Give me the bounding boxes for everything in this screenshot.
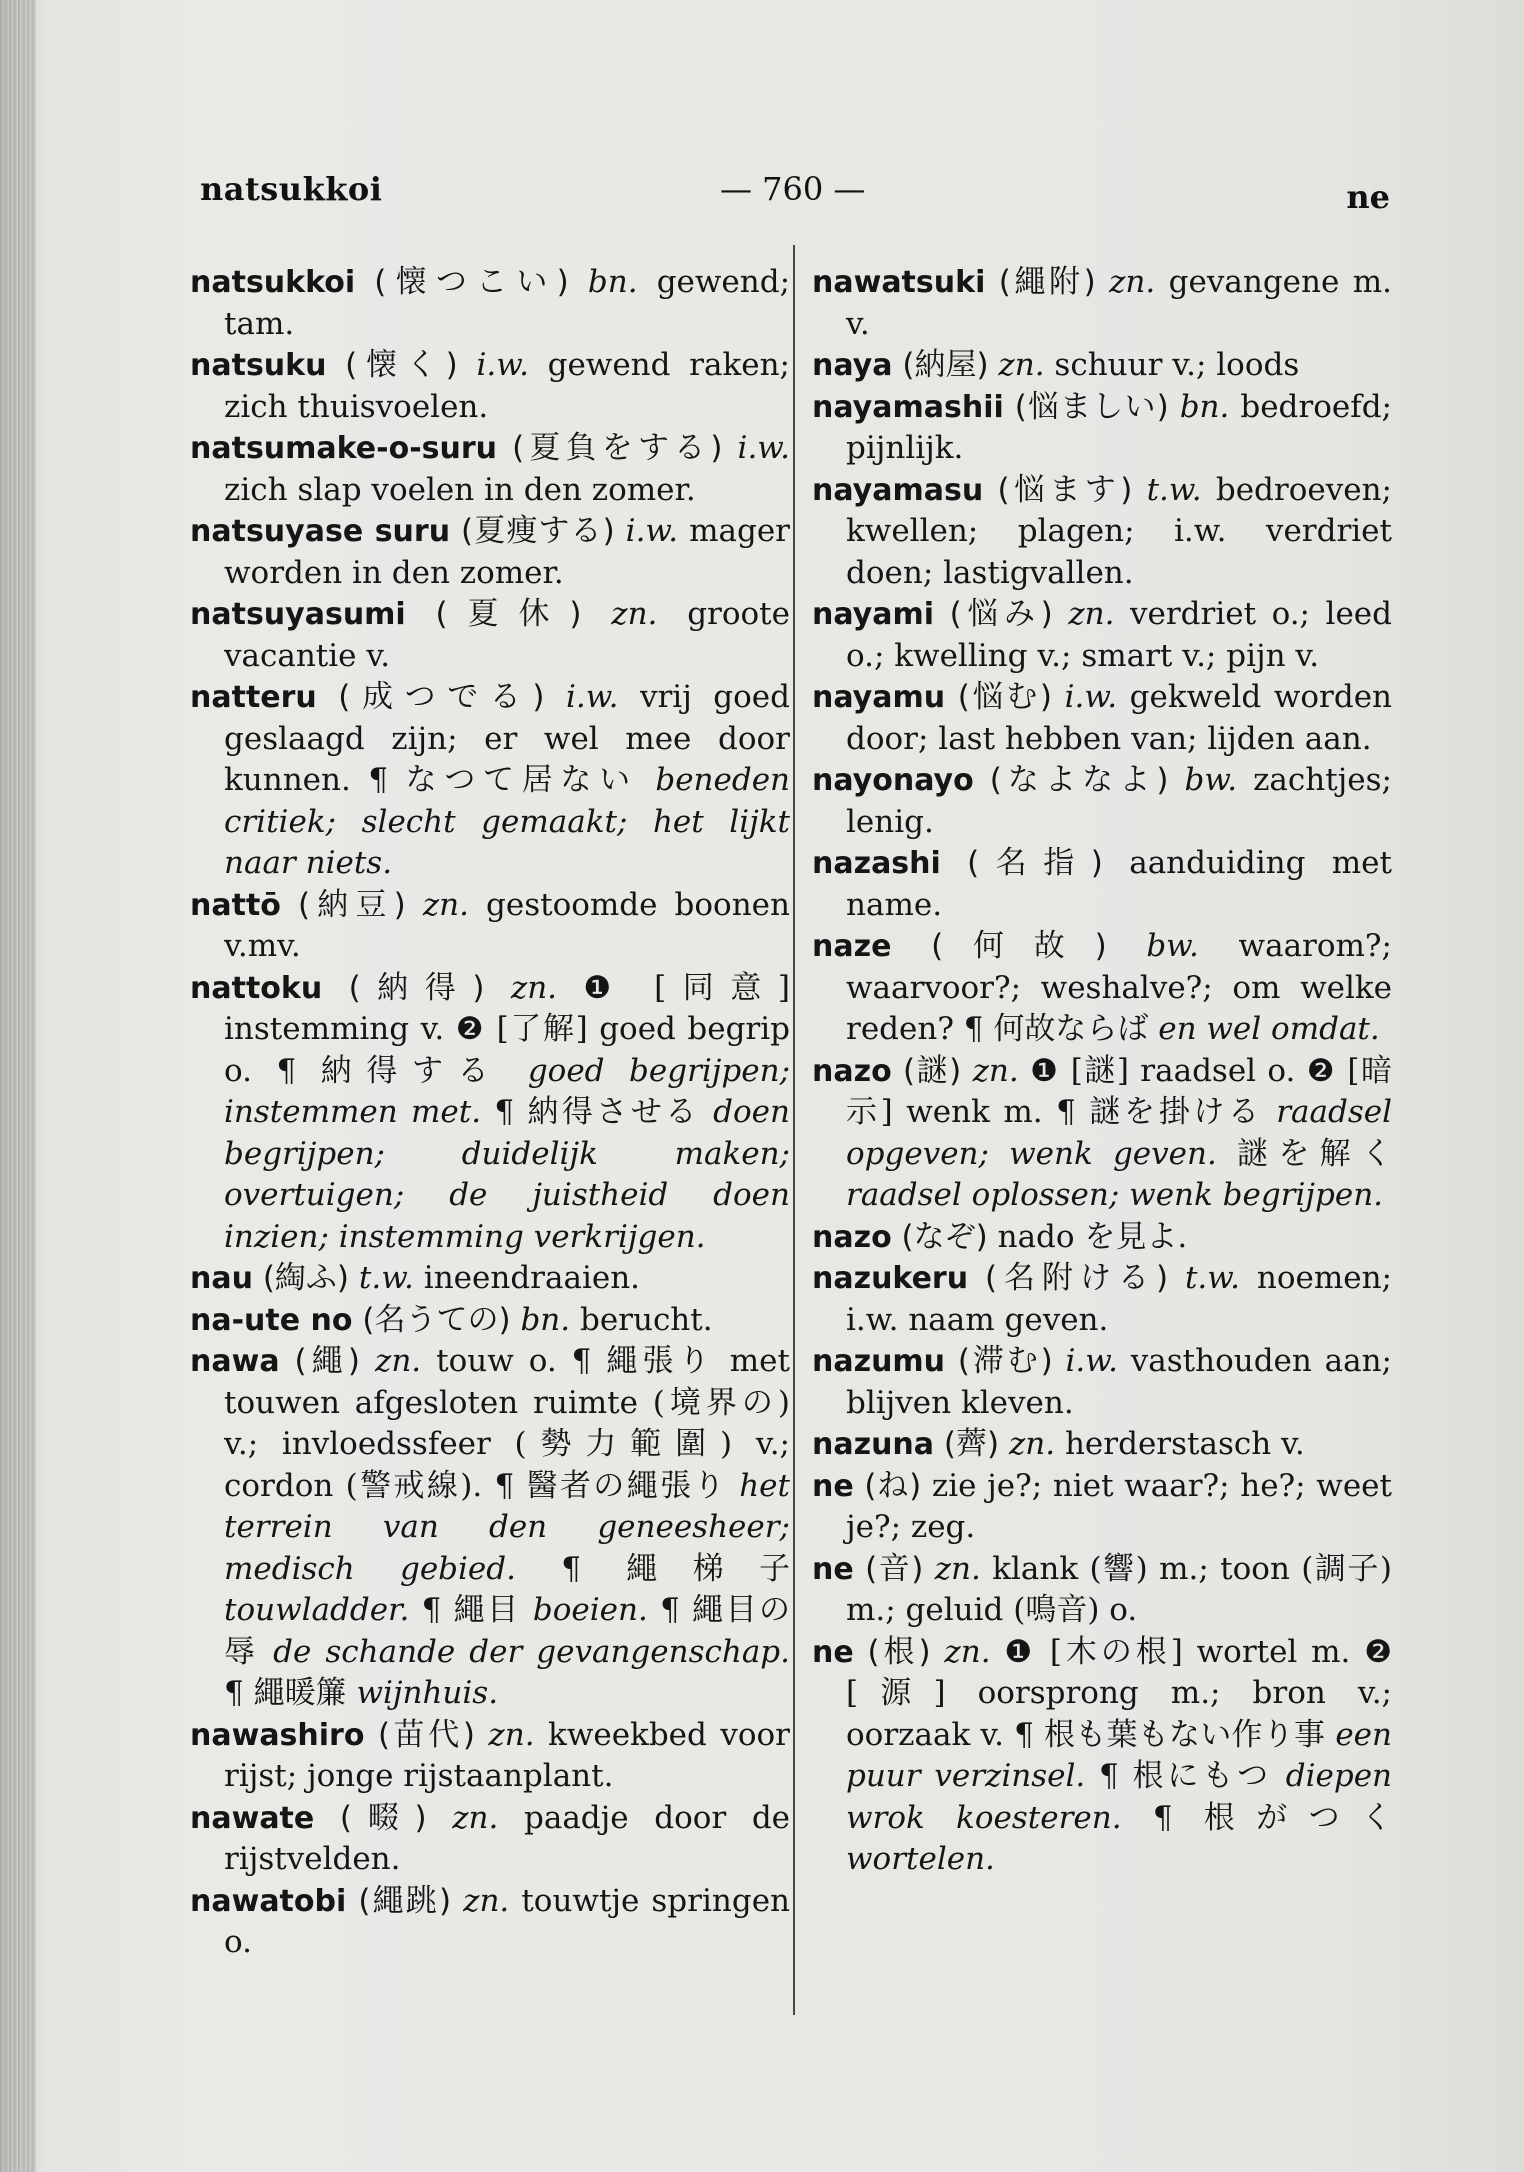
part-of-speech: zn. xyxy=(1068,596,1115,632)
example-translation: de schande der gevangenschap. xyxy=(273,1633,790,1670)
dictionary-entry xyxy=(812,594,1392,677)
example-translation: wortelen. xyxy=(846,1841,995,1877)
definition: noemen; i.w. naam geven. xyxy=(846,1260,1392,1338)
japanese-form: (繩附) xyxy=(998,264,1096,300)
japanese-form: (懐く) xyxy=(345,347,458,383)
dictionary-entry xyxy=(190,1341,790,1715)
definition: touwtje springen o. xyxy=(224,1882,791,1960)
dictionary-entry xyxy=(812,926,1392,1051)
dictionary-entry xyxy=(812,387,1392,470)
part-of-speech: zn. xyxy=(422,886,469,923)
definition: gestoomde boonen v.mv. xyxy=(224,886,790,964)
headword: naze xyxy=(812,929,892,964)
headword: nau xyxy=(190,1261,253,1296)
definition: ¶ 根がつく xyxy=(1152,1799,1392,1836)
japanese-form: (懐つこい) xyxy=(374,264,569,300)
japanese-form: (悩ます) xyxy=(997,471,1133,508)
headword: nattoku xyxy=(190,970,323,1006)
part-of-speech: zn. xyxy=(1008,1426,1056,1462)
headword: nayonayo xyxy=(812,763,974,798)
dictionary-entry xyxy=(812,843,1392,926)
japanese-form: (夏休) xyxy=(435,596,582,632)
japanese-form: (滞む) xyxy=(957,1343,1053,1379)
definition: ¶ 繩梯子 xyxy=(561,1550,790,1587)
example-translation: en wel omdat. xyxy=(1158,1011,1380,1047)
japanese-form: (名うての) xyxy=(362,1301,511,1338)
dictionary-entry xyxy=(190,428,790,511)
part-of-speech: zn. xyxy=(1109,264,1156,300)
part-of-speech: i.w. xyxy=(566,679,619,715)
japanese-form: (夏痩する) xyxy=(461,513,615,549)
part-of-speech: zn. xyxy=(488,1716,535,1753)
headword: nayami xyxy=(812,597,935,632)
japanese-form: (根) xyxy=(867,1633,931,1670)
dictionary-entry xyxy=(812,1424,1392,1466)
headword: nazukeru xyxy=(812,1261,969,1296)
japanese-form: (苗代) xyxy=(377,1716,475,1753)
definition: ❶ [謎] raadsel o. ❷ [暗示] wenk m. ¶ 謎を掛ける xyxy=(846,1052,1392,1130)
dictionary-entry xyxy=(190,677,790,885)
japanese-form: (納屋) xyxy=(902,347,989,383)
definition: ¶ 根にもつ xyxy=(1099,1758,1272,1794)
definition: gekweld worden door; last hebben van; lijden aan. xyxy=(846,679,1393,757)
headword: nayamu xyxy=(812,680,946,715)
definition: ineendraaien. xyxy=(423,1260,641,1296)
headword: nazashi xyxy=(812,846,941,881)
japanese-form: (名附ける) xyxy=(984,1260,1169,1296)
headword: nawatobi xyxy=(190,1883,347,1919)
headword: nazo xyxy=(812,1219,892,1255)
headword: nayamashii xyxy=(812,389,1004,425)
definition: gevangene m. v. xyxy=(846,264,1392,342)
part-of-speech: i.w. xyxy=(1065,1343,1118,1379)
headword: na-ute no xyxy=(190,1302,353,1338)
definition: gewend raken; zich thuisvoelen. xyxy=(224,347,790,425)
definition: nado を見よ. xyxy=(997,1218,1188,1255)
dictionary-entry xyxy=(812,1341,1392,1424)
definition: ¶ 繩目 xyxy=(421,1592,521,1628)
definition: paadje door de rijstvelden. xyxy=(224,1799,791,1877)
japanese-form: (繩跳) xyxy=(358,1882,452,1919)
definition: verdriet o.; leed o.; kwelling v.; smart v.; pijn v. xyxy=(846,596,1392,674)
part-of-speech: zn. xyxy=(944,1633,991,1670)
example-translation: het terrein van den geneesheer; medisch gebied. xyxy=(224,1467,790,1587)
headword: natsukkoi xyxy=(190,265,356,300)
dictionary-entry xyxy=(812,677,1392,760)
part-of-speech: i.w. xyxy=(737,430,791,466)
definition: bedroefd; pijnlijk. xyxy=(846,388,1392,466)
part-of-speech: t.w. xyxy=(1184,1260,1240,1296)
page-header xyxy=(200,170,1390,220)
definition: ¶ 繩目の辱 xyxy=(224,1592,791,1670)
headword: nawa xyxy=(190,1344,280,1379)
dictionary-entry xyxy=(190,968,790,1259)
headword: nazuna xyxy=(812,1427,935,1462)
japanese-form: (悩ましい) xyxy=(1014,388,1169,425)
dictionary-entry xyxy=(812,1217,1392,1259)
dictionary-entry xyxy=(812,1051,1392,1217)
right-column xyxy=(812,262,1392,1881)
part-of-speech: i.w. xyxy=(476,347,529,383)
page-number: — 760 — xyxy=(720,170,866,208)
column-divider xyxy=(793,245,795,2015)
japanese-form: (なよなよ) xyxy=(989,762,1169,798)
part-of-speech: zn. xyxy=(510,969,558,1006)
part-of-speech: i.w. xyxy=(625,513,679,549)
dictionary-entry xyxy=(190,1798,790,1881)
part-of-speech: bw. xyxy=(1184,762,1238,798)
part-of-speech: bn. xyxy=(1179,388,1230,425)
japanese-form: (成つでる) xyxy=(338,679,545,715)
dictionary-entry xyxy=(812,470,1392,595)
example-translation: goed begrijpen; instemmen met. xyxy=(224,1052,791,1130)
example-translation: boeien. xyxy=(532,1592,648,1628)
part-of-speech: bn. xyxy=(520,1301,571,1338)
part-of-speech: t.w. xyxy=(1146,471,1202,508)
dictionary-entry xyxy=(812,1466,1392,1549)
definition: zich slap voelen in den zomer. xyxy=(224,471,696,508)
left-column xyxy=(190,262,790,1964)
part-of-speech: zn. xyxy=(998,347,1045,383)
dictionary-entry xyxy=(190,511,790,594)
definition: aanduiding met name. xyxy=(846,845,1392,923)
definition: touw o. ¶ 繩張り met touwen afgesloten ruimte (境界の) v.; invloedssfeer (勢力範圍) v.; cordon (警戒線). ¶ 醫者の繩張り xyxy=(224,1343,790,1504)
part-of-speech: t.w. xyxy=(358,1260,414,1296)
headword: natsuyasumi xyxy=(190,597,406,632)
part-of-speech: zn. xyxy=(611,596,658,632)
part-of-speech: i.w. xyxy=(1064,679,1118,715)
dictionary-entry xyxy=(812,1632,1392,1881)
example-translation: touwladder. xyxy=(224,1592,410,1628)
part-of-speech: zn. xyxy=(972,1052,1019,1089)
definition: vasthouden aan; blijven kleven. xyxy=(846,1343,1392,1421)
headword: ne xyxy=(812,1551,854,1587)
example-translation: beneden critiek; slecht gemaakt; het lijkt naar niets. xyxy=(224,762,790,881)
definition: zie je?; niet waar?; he?; weet je?; zeg. xyxy=(846,1467,1392,1545)
headword: ne xyxy=(812,1634,854,1670)
dictionary-entry xyxy=(190,262,790,345)
dictionary-entry xyxy=(812,262,1392,345)
japanese-form: (なぞ) xyxy=(901,1218,988,1255)
japanese-form: (繩) xyxy=(294,1343,360,1379)
definition: klank (響) m.; toon (調子) m.; geluid (鳴音) o. xyxy=(846,1550,1392,1628)
japanese-form: (ね) xyxy=(864,1467,922,1504)
definition: bedroeven; kwellen; plagen; i.w. verdriet doen; lastigvallen. xyxy=(846,471,1392,591)
example-translation: raadsel opgeven; wenk geven. xyxy=(846,1094,1392,1172)
example-translation: diepen wrok koesteren. xyxy=(846,1758,1393,1836)
dictionary-entry xyxy=(190,1881,790,1964)
definition: ❶ [同意] instemming v. ❷ [了解] goed begrip o. ¶ 納得する xyxy=(224,969,790,1089)
japanese-form: (納豆) xyxy=(297,886,406,923)
dictionary-entry xyxy=(812,1258,1392,1341)
example-translation: wijnhuis. xyxy=(356,1675,499,1711)
headword: nazumu xyxy=(812,1344,946,1379)
definition: waarom?; waarvoor?; weshalve?; om welke reden? ¶ 何故ならば xyxy=(846,928,1392,1047)
japanese-form: (悩む) xyxy=(957,679,1053,715)
dictionary-entry xyxy=(190,1258,790,1300)
headword: ne xyxy=(812,1468,854,1504)
definition: kweekbed voor rijst; jonge rijstaanplant. xyxy=(224,1716,790,1794)
japanese-form: (謎) xyxy=(903,1052,962,1089)
dictionary-entry xyxy=(190,345,790,428)
definition: groote vacantie v. xyxy=(224,596,790,674)
part-of-speech: bn. xyxy=(587,264,638,300)
definition: vrij goed geslaagd zijn; er wel mee door kunnen. ¶ なつて居ない xyxy=(224,679,790,798)
definition: mager worden in den zomer. xyxy=(224,513,790,591)
headword: natsuku xyxy=(190,348,327,383)
dictionary-entry xyxy=(190,885,790,968)
right-guide-word: ne xyxy=(1346,178,1390,216)
part-of-speech: zn. xyxy=(452,1799,499,1836)
japanese-form: (悩み) xyxy=(949,596,1053,632)
page-binding-edge xyxy=(0,0,36,2172)
headword: nayamasu xyxy=(812,472,984,508)
headword: nawate xyxy=(190,1800,315,1836)
definition: berucht. xyxy=(579,1301,713,1338)
headword: nawashiro xyxy=(190,1717,365,1753)
dictionary-entry xyxy=(812,760,1392,843)
definition: herderstasch v. xyxy=(1064,1426,1305,1462)
dictionary-entry xyxy=(812,345,1392,387)
headword: natsuyase suru xyxy=(190,514,451,549)
headword: nazo xyxy=(812,1053,892,1089)
japanese-form: (綯ふ) xyxy=(262,1260,350,1296)
example-translation: raadsel oplossen; wenk begrijpen. xyxy=(846,1177,1384,1213)
definition: ❶ [木の根] wortel m. ❷ [源] oorsprong m.; bron v.; oorzaak v. ¶ 根も葉もない作り事 xyxy=(846,1633,1392,1753)
definition: schuur v.; loods xyxy=(1054,347,1300,383)
headword: natteru xyxy=(190,680,317,715)
japanese-form: (音) xyxy=(865,1550,924,1587)
example-translation: doen begrijpen; duidelijk maken; overtuigen; de juistheid doen inzien; instemming verkrijgen. xyxy=(224,1094,790,1255)
japanese-form: (納得) xyxy=(348,969,485,1006)
example-translation: een puur verzinsel. xyxy=(846,1716,1392,1794)
headword: nattō xyxy=(190,887,281,923)
dictionary-entry xyxy=(190,1715,790,1798)
definition: ¶ 納得させる xyxy=(494,1094,700,1130)
headword: natsumake-o-suru xyxy=(190,431,498,466)
japanese-form: (夏負をする) xyxy=(512,430,723,466)
left-guide-word: natsukkoi xyxy=(200,170,383,208)
japanese-form: (何故) xyxy=(931,928,1107,964)
part-of-speech: zn. xyxy=(374,1343,422,1379)
headword: nawatsuki xyxy=(812,265,986,300)
part-of-speech: zn. xyxy=(934,1550,981,1587)
definition: 謎を解く xyxy=(1237,1135,1392,1172)
part-of-speech: zn. xyxy=(463,1882,510,1919)
definition: gewend; tam. xyxy=(224,264,791,342)
headword: naya xyxy=(812,348,893,383)
dictionary-entry xyxy=(190,1300,790,1342)
part-of-speech: bw. xyxy=(1146,928,1199,964)
japanese-form: (名指) xyxy=(967,845,1103,881)
definition: zachtjes; lenig. xyxy=(846,762,1392,840)
dictionary-entry xyxy=(812,1549,1392,1632)
dictionary-entry xyxy=(190,594,790,677)
japanese-form: (畷) xyxy=(339,1799,427,1836)
definition: ¶ 繩暖簾 xyxy=(224,1675,347,1711)
japanese-form: (薺) xyxy=(943,1426,1000,1462)
